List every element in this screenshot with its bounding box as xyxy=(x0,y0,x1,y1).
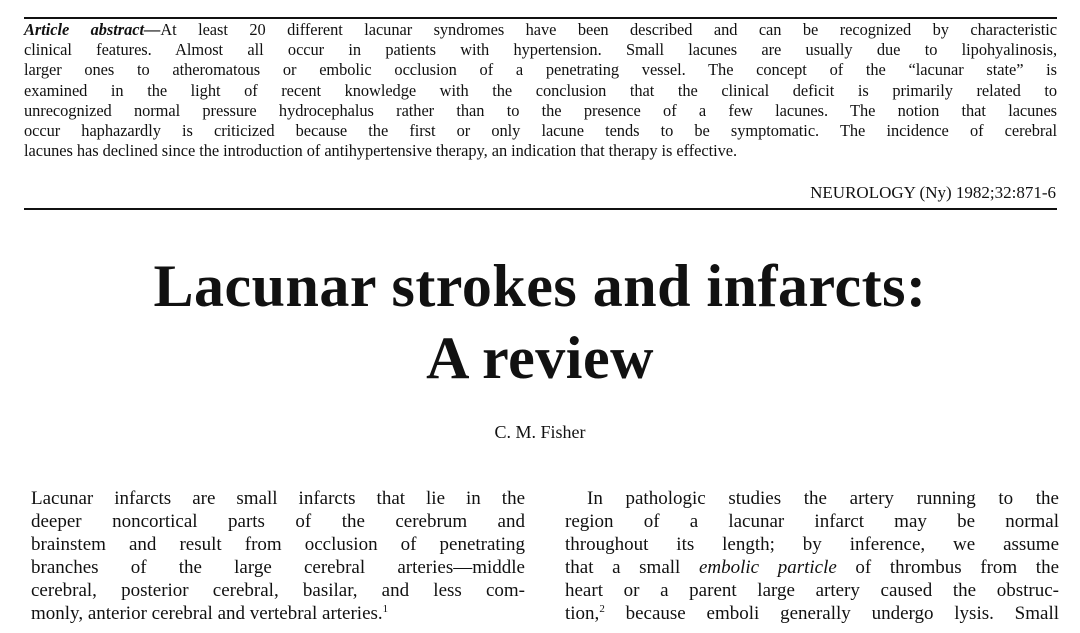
body-column-right xyxy=(565,487,1059,625)
abstract-line: clinical features. Almost all occur in patients with hypertension. Small lacunes are usually due to lipohyalinosis, xyxy=(24,40,1057,60)
reference-marker: 2 xyxy=(599,603,605,615)
body-text: that a small xyxy=(565,557,699,578)
title-line-2: A review xyxy=(426,325,654,391)
abstract-text: At least 20 different lacunar syndromes have been described and can be recognized by characteristic xyxy=(160,20,1058,39)
abstract-line: larger ones to atheromatous or embolic occlusion of a penetrating vessel. The concept of the “lacunar state” is xyxy=(24,60,1058,80)
body-line: throughout its length; by inference, we assume xyxy=(565,534,1060,555)
abstract-line xyxy=(24,20,1057,40)
title-line-1: Lacunar strokes and infarcts: xyxy=(153,253,927,319)
body-line: Lacunar infarcts are small infarcts that lie in the xyxy=(31,488,526,509)
body-line: cerebral, posterior cerebral, basilar, and less com- xyxy=(31,580,525,601)
body-line xyxy=(31,602,525,625)
author-name: C. M. Fisher xyxy=(494,422,586,442)
body-text: tion, xyxy=(565,603,600,624)
body-text: because emboli generally undergo lysis. Small xyxy=(604,603,1059,624)
body-line xyxy=(565,556,1059,579)
journal-citation: NEUROLOGY (Ny) 1982;32:871-6 xyxy=(810,183,1056,202)
body-line: deeper noncortical parts of the cerebrum and xyxy=(31,511,525,532)
body-text: of thrombus from the xyxy=(836,557,1059,578)
body-line: heart or a parent large artery caused the obstruc- xyxy=(565,580,1059,601)
body-line: branches of the large cerebral arteries—middle xyxy=(31,557,525,578)
emphasis-text: embolic particle xyxy=(698,557,837,578)
abstract-line: lacunes has declined since the introduction of antihypertensive therapy, an indication that therapy is effective. xyxy=(24,141,738,161)
body-line xyxy=(565,602,1059,625)
body-column-left xyxy=(31,487,525,625)
abstract-line: unrecognized normal pressure hydrocephalus rather than to the presence of a few lacunes. The notion that lacunes xyxy=(24,100,1057,120)
abstract-line: examined in the light of recent knowledge with the conclusion that the clinical deficit is primarily related to xyxy=(24,80,1057,100)
body-text: monly, anterior cerebral and vertebral arteries. xyxy=(31,603,383,624)
top-rule xyxy=(24,17,1057,19)
bottom-rule xyxy=(24,208,1057,210)
reference-marker: 1 xyxy=(382,603,389,615)
body-line: In pathologic studies the artery running to the xyxy=(587,488,1059,509)
abstract-label: Article abstract— xyxy=(24,20,161,39)
article-abstract xyxy=(24,20,1057,161)
body-line: region of a lacunar infarct may be normal xyxy=(565,511,1060,532)
body-line: brainstem and result from occlusion of penetrating xyxy=(31,534,525,555)
article-title xyxy=(0,250,1080,394)
abstract-line: occur haphazardly is criticized because the first or only lacune tends to be symptomatic. The incidence of cerebral xyxy=(24,121,1058,141)
